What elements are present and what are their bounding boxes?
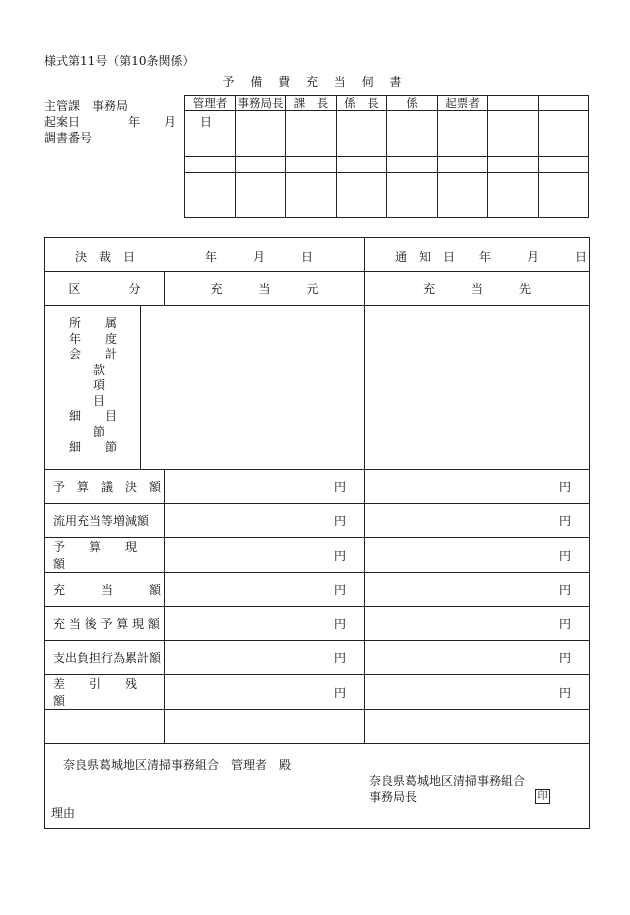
destination-amount-cumulative-commitment[interactable]: 円 xyxy=(365,641,590,675)
destination-amount-budget-resolution[interactable]: 円 xyxy=(365,470,590,504)
approval-header-section-chief: 課 長 xyxy=(286,96,337,111)
notice-date-label: 通 知 日 xyxy=(395,250,456,264)
approval-header-manager: 管理者 xyxy=(185,96,236,111)
blank-row-source[interactable] xyxy=(165,710,365,744)
blank-row-destination[interactable] xyxy=(365,710,590,744)
stamp-cell[interactable] xyxy=(236,173,286,218)
stamp-cell[interactable] xyxy=(488,173,539,218)
budget-allocation-form xyxy=(44,237,590,829)
addressee: 奈良県葛城地区清掃事務組合 管理者 殿 xyxy=(63,758,292,772)
source-amount-transfer-change[interactable]: 円 xyxy=(165,504,365,538)
decision-date-cell[interactable] xyxy=(45,238,365,272)
sender-title: 事務局長 xyxy=(369,790,418,804)
decision-date-label: 決 裁 日 xyxy=(75,250,136,264)
item-affiliation: 所 属 xyxy=(69,316,118,330)
submission-block xyxy=(45,744,590,829)
source-amount-post-allocation-budget[interactable]: 円 xyxy=(165,607,365,641)
source-amount-balance[interactable]: 円 xyxy=(165,675,365,710)
approval-header-subsection-chief: 係 長 xyxy=(337,96,387,111)
approval-header-blank xyxy=(488,96,539,111)
category-header: 区 分 xyxy=(45,272,165,306)
approval-label-cell xyxy=(438,157,488,173)
item-subheading: 細 目 xyxy=(69,409,118,423)
stamp-cell[interactable] xyxy=(286,111,337,157)
stamp-cell[interactable] xyxy=(539,173,589,218)
destination-header: 充 当 先 xyxy=(365,272,590,306)
row-label-current-budget: 予 算 現 額 xyxy=(45,538,165,573)
form-number-label: 様式第11号（第10条関係） xyxy=(44,54,195,68)
decision-date-value: 年 月 日 xyxy=(205,250,314,264)
seal-icon: 印 xyxy=(535,789,550,804)
approval-label-cell xyxy=(488,157,539,173)
stamp-cell[interactable] xyxy=(387,173,438,218)
source-classification-input[interactable] xyxy=(141,306,365,470)
item-section: 款 xyxy=(69,362,106,377)
stamp-cell[interactable] xyxy=(236,111,286,157)
approval-label-cell xyxy=(286,157,337,173)
item-clause: 項 xyxy=(69,378,106,392)
destination-amount-post-allocation-budget[interactable]: 円 xyxy=(365,607,590,641)
stamp-cell[interactable] xyxy=(387,111,438,157)
item-subnode: 細 節 xyxy=(69,440,118,454)
notice-date-value: 年 月 日 xyxy=(479,250,588,264)
row-label-budget-resolution: 予 算 議 決 額 xyxy=(45,470,165,504)
item-fiscal-year: 年 度 xyxy=(69,331,118,346)
destination-amount-transfer-change[interactable]: 円 xyxy=(365,504,590,538)
row-label-balance: 差 引 残 額 xyxy=(45,675,165,710)
approval-label-cell xyxy=(185,157,236,173)
row-label-allocation: 充 当 額 xyxy=(45,573,165,607)
row-label-transfer-change: 流用充当等増減額 xyxy=(45,504,165,538)
reason-label: 理由 xyxy=(51,806,76,820)
approval-label-cell xyxy=(337,157,387,173)
item-account: 会 計 xyxy=(69,347,118,361)
destination-amount-balance[interactable]: 円 xyxy=(365,675,590,710)
stamp-cell[interactable] xyxy=(539,111,589,157)
stamp-cell[interactable] xyxy=(488,111,539,157)
approval-header-office-director: 事務局長 xyxy=(237,96,284,110)
approval-header-drafter: 起票者 xyxy=(438,96,488,111)
row-label-post-allocation-budget: 充 当 後 予 算 現 額 xyxy=(45,607,165,641)
destination-amount-allocation[interactable]: 円 xyxy=(365,573,590,607)
approval-stamp-grid xyxy=(184,95,589,218)
stamp-cell[interactable] xyxy=(185,111,236,157)
approval-label-cell xyxy=(236,157,286,173)
draft-date-field: 起案日 年 月 日 xyxy=(44,115,213,129)
row-label-cumulative-commitment: 支出負担行為累計額 xyxy=(45,641,165,675)
source-amount-budget-resolution[interactable]: 円 xyxy=(165,470,365,504)
item-node: 節 xyxy=(69,424,106,439)
document-number-field: 調書番号 xyxy=(44,131,93,145)
department-field: 主管課 事務局 xyxy=(44,99,129,113)
destination-classification-input[interactable] xyxy=(365,306,590,470)
approval-label-cell xyxy=(539,157,589,173)
source-header: 充 当 元 xyxy=(165,272,365,306)
source-amount-current-budget[interactable]: 円 xyxy=(165,538,365,573)
destination-amount-current-budget[interactable]: 円 xyxy=(365,538,590,573)
blank-row-label[interactable] xyxy=(45,710,165,744)
source-amount-cumulative-commitment[interactable]: 円 xyxy=(165,641,365,675)
approval-header-staff: 係 xyxy=(387,96,438,111)
approval-label-cell xyxy=(387,157,438,173)
stamp-cell[interactable] xyxy=(185,173,236,218)
stamp-cell[interactable] xyxy=(438,111,488,157)
source-amount-allocation[interactable]: 円 xyxy=(165,573,365,607)
notice-date-cell[interactable] xyxy=(365,238,590,272)
approval-header-blank xyxy=(539,96,589,111)
stamp-cell[interactable] xyxy=(337,111,387,157)
sender-organization: 奈良県葛城地区清掃事務組合 xyxy=(369,774,526,788)
item-heading: 目 xyxy=(69,393,106,408)
stamp-cell[interactable] xyxy=(337,173,387,218)
stamp-cell[interactable] xyxy=(438,173,488,218)
document-title: 予 備 費 充 当 伺 書 xyxy=(222,75,408,89)
stamp-cell[interactable] xyxy=(286,173,337,218)
budget-classification-labels xyxy=(45,306,141,470)
seal-mark[interactable] xyxy=(535,788,550,804)
